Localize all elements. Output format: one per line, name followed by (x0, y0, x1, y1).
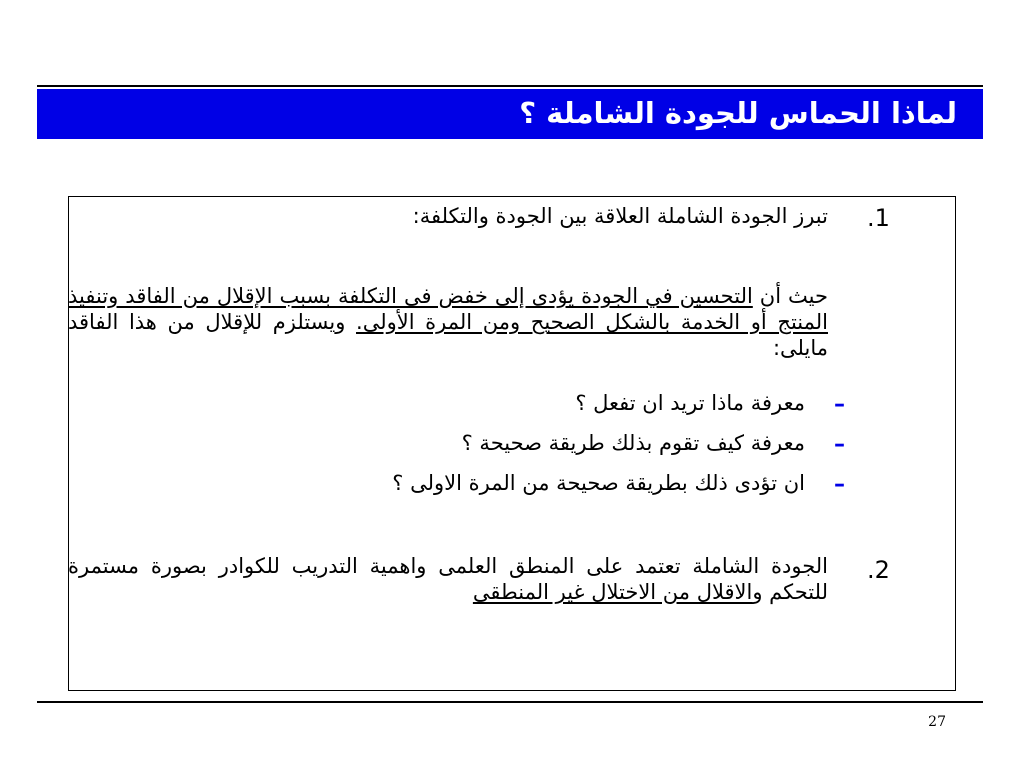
item-1-paragraph-lead: حيث أن (752, 284, 829, 308)
subitem-2: معرفة كيف تقوم بذلك طريقة صحيحة ؟ (461, 431, 805, 455)
item-2-text-lead: الجودة الشاملة تعتمد على المنطق العلمى واهمية التدريب للكوادر بصورة مستمرة للتحكم و (68, 554, 828, 604)
content-box (68, 196, 956, 691)
item-1-paragraph (68, 283, 828, 361)
item-1-paragraph-underlined: التحسين في الجودة يؤدى إلى خفض فى التكلفة بسبب الإقلال من الفاقد وتنفيذ المنتج أو الخدمة بالشكل الصحيح ومن المرة الأولى. (68, 284, 828, 334)
item-1-paragraph-trail: ويستلزم للإقلال من هذا الفاقد مايلى: (68, 310, 828, 360)
bottom-rule (37, 701, 983, 703)
title-bar (37, 89, 983, 139)
item-2-text-underlined: الاقلال من الاختلال غير المنطقى (472, 580, 753, 604)
item-1-heading: تبرز الجودة الشاملة العلاقة بين الجودة والتكلفة: (412, 204, 828, 228)
subitem-3-marker: – (834, 472, 845, 497)
subitem-1-marker: – (834, 392, 845, 417)
page-number: 27 (928, 714, 946, 730)
top-rule (37, 85, 983, 87)
item-1-number: .1 (867, 204, 890, 232)
subitem-1: معرفة ماذا تريد ان تفعل ؟ (575, 391, 805, 415)
subitem-2-marker: – (834, 432, 845, 457)
item-2-paragraph (68, 553, 828, 605)
subitem-3: ان تؤدى ذلك بطريقة صحيحة من المرة الاولى ؟ (392, 471, 805, 495)
item-2-number: .2 (867, 556, 890, 584)
slide-title: لماذا الحماس للجودة الشاملة ؟ (519, 96, 957, 130)
